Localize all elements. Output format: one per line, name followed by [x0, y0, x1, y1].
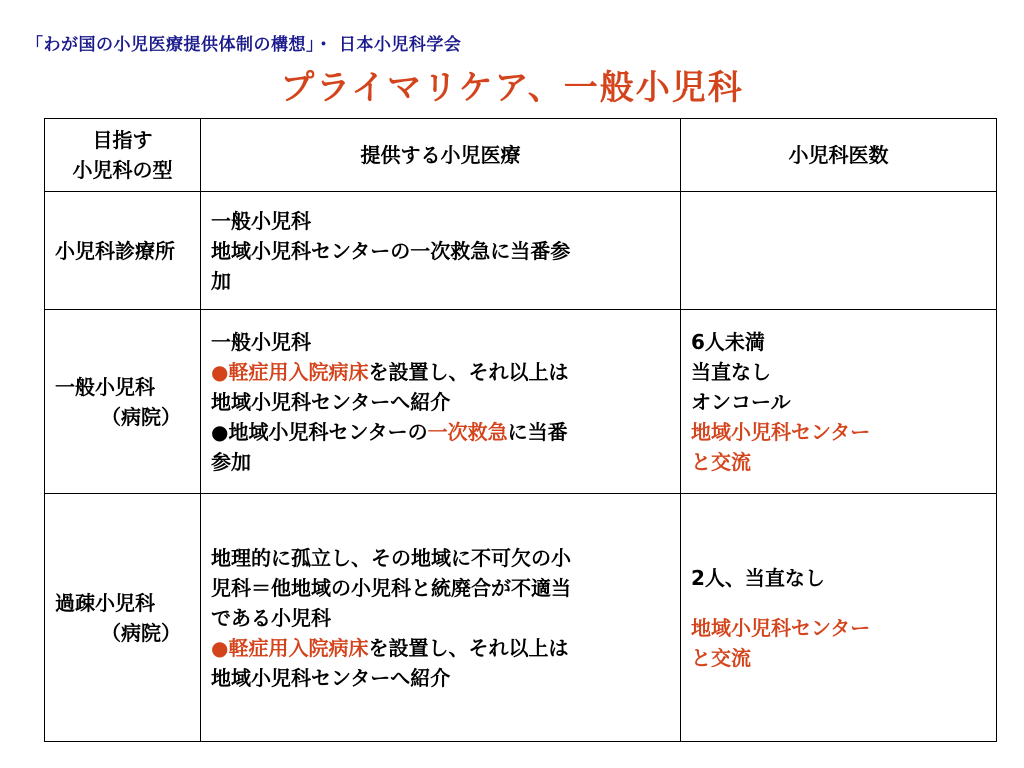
- doctor-line-highlight: 地域小児科センター: [691, 615, 871, 640]
- doctor-line-highlight: と交流: [691, 645, 751, 670]
- care-line: [211, 633, 670, 663]
- doctor-count-cell: [681, 192, 997, 310]
- row-type-label: 過疎小児科: [55, 590, 155, 615]
- table-row: [45, 310, 997, 494]
- care-highlight: 軽症用入院病床: [228, 635, 369, 660]
- row-type-sublabel: （病院）: [101, 620, 181, 645]
- row-type-sublabel: （病院）: [101, 404, 181, 429]
- doctor-line-highlight: と交流: [691, 449, 751, 474]
- care-line: [211, 357, 670, 387]
- care-line: 地域小児科センターへ紹介: [211, 665, 451, 690]
- care-line: 地域小児科センターへ紹介: [211, 389, 451, 414]
- care-highlight: 一次救急: [427, 419, 508, 444]
- care-line: 参加: [211, 449, 251, 474]
- bullet-icon: ●: [211, 359, 229, 384]
- bullet-icon: ●: [211, 635, 229, 660]
- care-highlight: 軽症用入院病床: [228, 359, 369, 384]
- header-care-provided: 提供する小児医療: [201, 119, 681, 192]
- care-line: [211, 417, 670, 447]
- care-cell: [201, 494, 681, 742]
- doctor-line: 6人未満: [691, 329, 765, 354]
- care-text: を設置し、それ以上は: [368, 635, 569, 660]
- doctor-line: 当直なし: [691, 359, 771, 384]
- header-target-type-line1: 目指す: [92, 128, 153, 152]
- care-text: に当番: [507, 419, 568, 444]
- care-cell: [201, 192, 681, 310]
- doctor-line-highlight: 地域小児科センター: [691, 419, 871, 444]
- source-caption: 「わが国の小児医療提供体制の構想」・ 日本小児科学会: [26, 35, 462, 55]
- header-doctor-count: 小児科医数: [681, 119, 997, 192]
- care-text: を設置し、それ以上は: [368, 359, 569, 384]
- care-cell: [201, 310, 681, 494]
- care-text: ●地域小児科センターの: [211, 419, 428, 444]
- doctor-count-cell: [681, 494, 997, 742]
- row-type-label: 小児科診療所: [55, 238, 175, 263]
- header-target-type: [45, 119, 201, 192]
- pediatric-care-table: [44, 118, 997, 742]
- table-header-row: [45, 119, 997, 192]
- care-line: 地域小児科センターの一次救急に当番参: [211, 238, 571, 263]
- care-line: 加: [211, 268, 231, 293]
- care-line: 児科＝他地域の小児科と統廃合が不適当: [211, 575, 571, 600]
- page-title: プライマリケア、一般小児科: [280, 68, 744, 108]
- doctor-line: オンコール: [691, 389, 791, 414]
- row-type-label: 一般小児科: [55, 374, 155, 399]
- row-type-cell: [45, 494, 201, 742]
- care-line: 一般小児科: [211, 329, 311, 354]
- care-line: 一般小児科: [211, 208, 311, 233]
- care-line: 地理的に孤立し、その地域に不可欠の小: [211, 545, 571, 570]
- row-type-cell: [45, 310, 201, 494]
- table-row: [45, 494, 997, 742]
- row-type-cell: [45, 192, 201, 310]
- care-line: である小児科: [211, 605, 331, 630]
- header-target-type-line2: 小児科の型: [72, 158, 173, 182]
- doctor-count-cell: [681, 310, 997, 494]
- spacer: [691, 593, 986, 613]
- table-row: [45, 192, 997, 310]
- doctor-line: 2人、当直なし: [691, 565, 825, 590]
